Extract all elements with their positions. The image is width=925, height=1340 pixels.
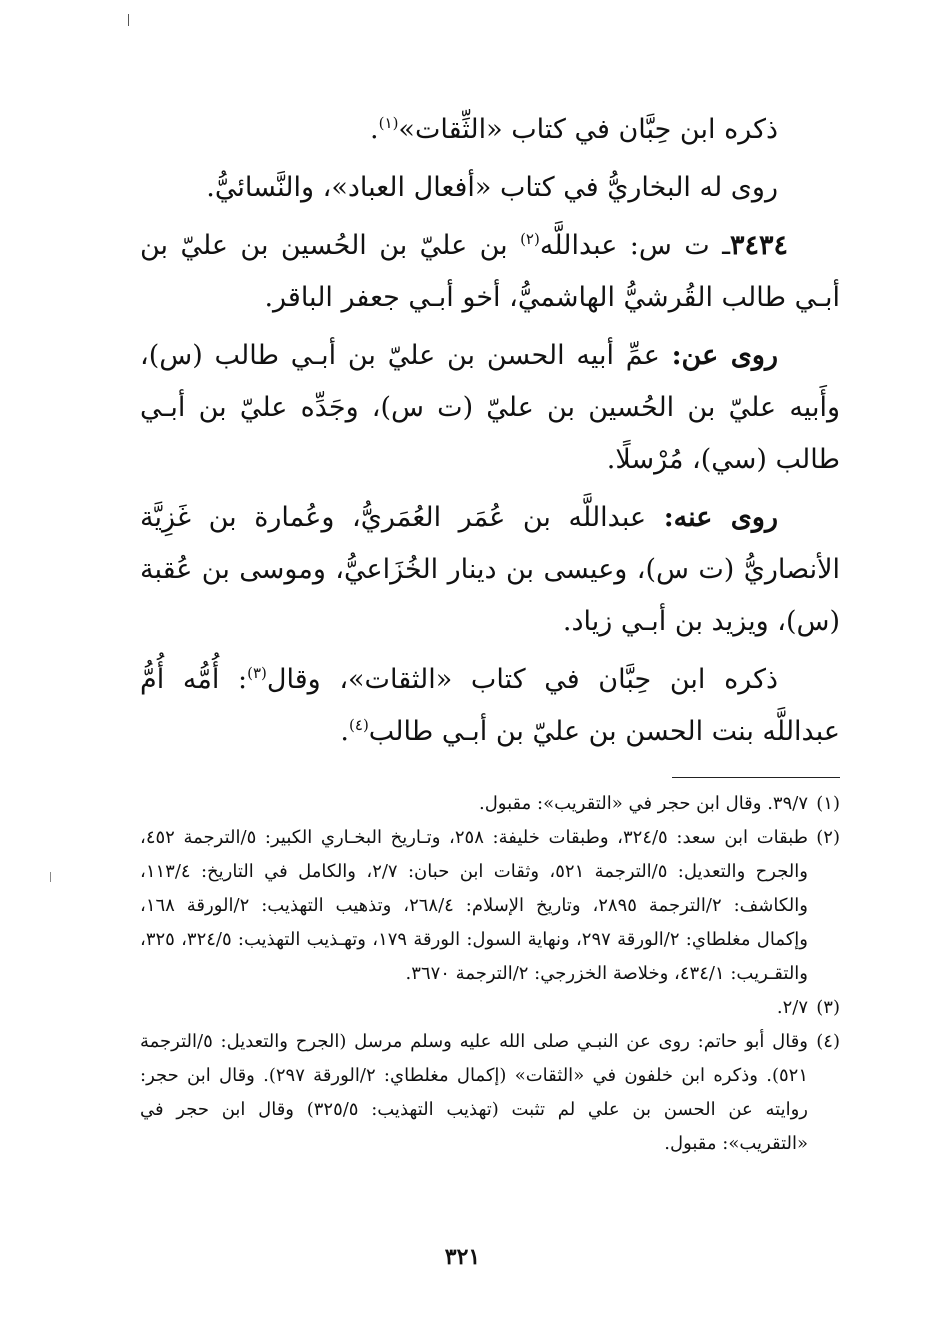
footnote-3 (140, 991, 840, 1025)
paragraph-rawa-an (140, 330, 840, 486)
entry-heading-paragraph (140, 220, 840, 324)
page-number: ٣٢١ (444, 1244, 481, 1270)
footnote-text: طبقات ابن سعد: ٣٢٤/٥، وطبقات خليفة: ٢٥٨، وتـاريخ البخـاري الكبير: ٥/الترجمة ٤٥٢، والجرح والتعديل: ٥/الترجمة ٥٢١، وثقات ابن حبان: ٢/٧، والكامل في التاريخ: ١١٣/٤، والكاشف: ٢/الترجمة ٢٨٩٥، وتاريخ الإسلام: ٢٦٨/٤، وتذهيب التهذيب: ٢/الورقة ١٦٨، وإكمال مغلطاي: ٢/الورقة ٢٩٧، ونهاية السول: الورقة ١٧٩، وتهـذيب التهذيب: ٣٢٤/٥، ٣٢٥، والتقـريب: ٤٣٤/١، وخلاصة الخزرجي: ٢/الترجمة ٣٦٧٠. (140, 827, 808, 984)
entry-lineage: بن عليّ بن الحُسين بن عليّ بن أبـي طالب القُرشيُّ الهاشميُّ، أخو أبـي جعفر الباقر. (140, 230, 840, 313)
main-text (140, 104, 840, 764)
margin-mark (50, 872, 51, 882)
paragraph-ibn-hibban-1: ذكره ابن حِبَّان في كتاب «الثِّقات»$^{(١)}$. (370, 114, 778, 145)
footnote-ref-2[interactable]: (٢) (520, 230, 540, 248)
footnote-marker: (١) (816, 793, 840, 814)
footnote-ref-4[interactable]: (٤) (349, 716, 369, 734)
rawa-an-text: عمِّ أبيه الحسن بن عليّ بن أبـي طالب (س)، وأَبيه عليّ بن الحُسين بن عليّ (ت س)، وجَدِّه عليّ بن أبـي طالب (سي)، مُرْسلًا. (140, 340, 840, 475)
rawa-anhu-text: عبداللَّه بن عُمَر العُمَريُّ، وعُمارة بن غَزِيَّة الأنصاريُّ (ت س)، وعيسى بن دينار الخُزَاعيُّ، وموسى بن عُقبة (س)، ويزيد بن أبـي زياد. (140, 502, 840, 637)
entry-number: ٣٤٣٤ (729, 230, 788, 261)
footnote-marker: (٣) (816, 997, 840, 1018)
footnotes (140, 787, 840, 1161)
footnote-1 (140, 787, 840, 821)
paragraph-riwaya: روى له البخاريُّ في كتاب «أفعال العباد»، والنَّسائيُّ. (206, 172, 778, 203)
footnote-marker: (٤) (816, 1031, 840, 1052)
footnote-ref-3[interactable]: (٣) (247, 664, 267, 682)
rawa-anhu-label: روى عنه: (663, 502, 778, 533)
paragraph-rawa-anhu (140, 492, 840, 648)
footnote-separator (672, 777, 840, 778)
rawa-an-label: روى عن: (671, 340, 778, 371)
entry-name: عبداللَّه (539, 230, 618, 261)
entry-symbols: ـ ت س: (617, 230, 730, 261)
footnote-2 (140, 821, 840, 991)
footnote-marker: (٢) (816, 827, 840, 848)
crop-mark (128, 14, 129, 26)
paragraph-ibn-hibban-2: ذكره ابن حِبَّان في كتاب «الثقات»، وقال$^{(٣)}$: أُمُّه أُمُّ عبداللَّه بنت الحسن بن عليّ بن أبـي طالب$^{(٤)}$. (140, 664, 840, 747)
footnote-ref-1[interactable]: (١) (378, 114, 399, 132)
footnote-text: وقال أبو حاتم: روى عن النبـي صلى الله عليه وسلم مرسل (الجرح والتعديل: ٥/الترجمة ٥٢١). وذكره ابن خلفون في «الثقات» (إكمال مغلطاي: ٢/الورقة ٢٩٧). وقال ابن حجر: روايته عن الحسن بن علي لم تثبت (تهذيب التهذيب: ٣٢٥/٥) وقال ابن حجر في «التقريب»: مقبول. (140, 1031, 808, 1154)
footnote-4 (140, 1025, 840, 1161)
footnote-text: ٢/٧. (776, 997, 808, 1018)
footnote-text: ٣٩/٧. وقال ابن حجر في «التقريب»: مقبول. (479, 793, 808, 814)
